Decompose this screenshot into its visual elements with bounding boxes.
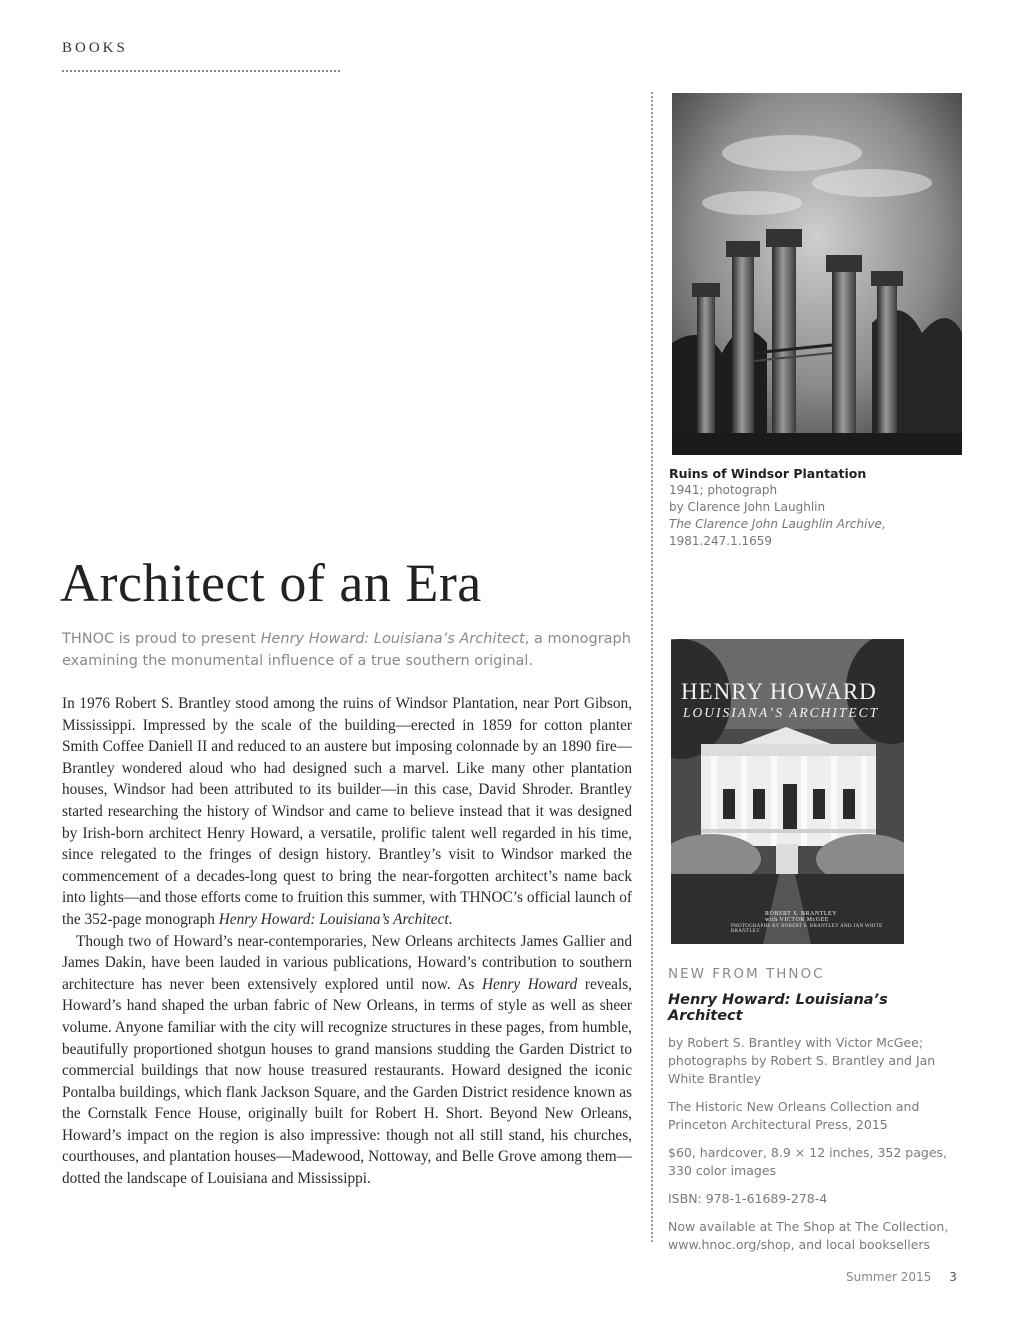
photo-caption: [669, 465, 959, 550]
sidebar-book-title: Henry Howard: Louisiana’s Architect: [668, 992, 888, 1024]
paragraph-1: [62, 693, 632, 931]
cover-subtitle: LOUISIANA’S ARCHITECT: [683, 705, 880, 720]
p2-book-title: Henry Howard: [481, 975, 578, 993]
paragraph-2: [62, 931, 632, 1190]
page-footer: [846, 1270, 957, 1284]
p1-book-title: Henry Howard: Louisiana’s Architect: [218, 910, 449, 928]
caption-photographer: by Clarence John Laughlin: [669, 500, 826, 514]
deck-intro: THNOC is proud to present: [62, 631, 261, 647]
deck-outro: , a monograph examining the monumental influence of a true southern original.: [62, 631, 631, 669]
section-label: BOOKS: [62, 40, 128, 56]
section-divider: [62, 70, 340, 72]
article-body: [62, 693, 632, 1190]
sidebar-specs: $60, hardcover, 8.9 × 12 inches, 352 pages, 330 color images: [668, 1145, 947, 1178]
cover-author: [765, 911, 837, 923]
cover-photo-credit: PHOTOGRAPHS BY ROBERT S. BRANTLEY AND JAN WHITE BRANTLEY: [731, 924, 883, 934]
deck-book-title: Henry Howard: Louisiana’s Architect: [260, 631, 525, 647]
book-cover: [671, 639, 904, 944]
cover-title: HENRY HOWARD: [681, 679, 877, 704]
caption-accession: 1981.247.1.1659: [669, 534, 773, 548]
p2-rest: reveals, Howard’s hand shaped the urban fabric of New Orleans, in terms of style as well as sheer volume. Anyone familiar with the city will recognize structures in these pages, from humble, beautifully proportioned shotgun houses to grand mansions studding the Garden District to commercial buildings that now house treasured restaurants. Howard designed the iconic Pontalba buildings, which flank Jackson Square, and the Garden District residence known as the Cornstalk Fence House, originally built for Robert H. Short. Beyond New Orleans, Howard’s impact on the region is also impressive: though not all still stand, his churches, courthouses, and plantation houses—Madewood, Nottoway, and Belle Grove among them—dotted the landscape of Louisiana and Mississippi.: [62, 975, 632, 1188]
cover-coauthor: with VICTOR McGEE: [765, 917, 829, 923]
sidebar-availability: Now available at The Shop at The Collection, www.hnoc.org/shop, and local booksellers: [668, 1219, 949, 1252]
windsor-ruins-photo: [672, 93, 962, 455]
cover-author-name: ROBERT S. BRANTLEY: [765, 911, 838, 917]
book-details-sidebar: [668, 966, 958, 1254]
caption-archive: The Clarence John Laughlin Archive,: [669, 517, 886, 531]
sidebar-credits: by Robert S. Brantley with Victor McGee; photographs by Robert S. Brantley and Jan White Brantley: [668, 1035, 936, 1086]
article-deck: [62, 628, 637, 672]
caption-title: Ruins of Windsor Plantation: [669, 466, 867, 481]
column-divider: [651, 92, 653, 1242]
caption-date: 1941; photograph: [669, 483, 778, 497]
p1-text: In 1976 Robert S. Brantley stood among the ruins of Windsor Plantation, near Port Gibson, Mississippi. Impressed by the scale of the building—erected in 1859 for cotton planter Smith Coffee Daniell II and reduced to an austere but imposing colonnade by an 1890 fire—Brantley wondered aloud who had designed such a marvel. Like many other plantation houses, Windsor had been attributed to its builder—in this case, David Shroder. Brantley started researching the history of Windsor and came to believe instead that it was designed by Irish-born architect Henry Howard, a versatile, prolific talent well regarded in his time, since relegated to the fringes of design history. Brantley’s visit to Windsor marked the commencement of a decades-long quest to bring the near-forgotten architect’s name back into lights—and those efforts come to fruition this summer, with THNOC’s official launch of the 352-page monograph: [62, 695, 632, 928]
issue-label: Summer 2015: [846, 1270, 932, 1284]
article-headline: Architect of an Era: [60, 553, 482, 613]
p1-end: .: [448, 910, 453, 928]
sidebar-publisher: The Historic New Orleans Collection and Princeton Architectural Press, 2015: [668, 1099, 920, 1132]
sidebar-label: NEW FROM THNOC: [668, 966, 825, 982]
sidebar-isbn: ISBN: 978-1-61689-278-4: [668, 1191, 828, 1206]
p2-start: Though two of Howard’s near-contemporaries, New Orleans architects James Gallier and James Dakin, have been lauded in various publications, Howard’s contribution to southern architecture has never been extensively explored until now. As: [62, 932, 632, 993]
page-number: 3: [949, 1270, 957, 1284]
